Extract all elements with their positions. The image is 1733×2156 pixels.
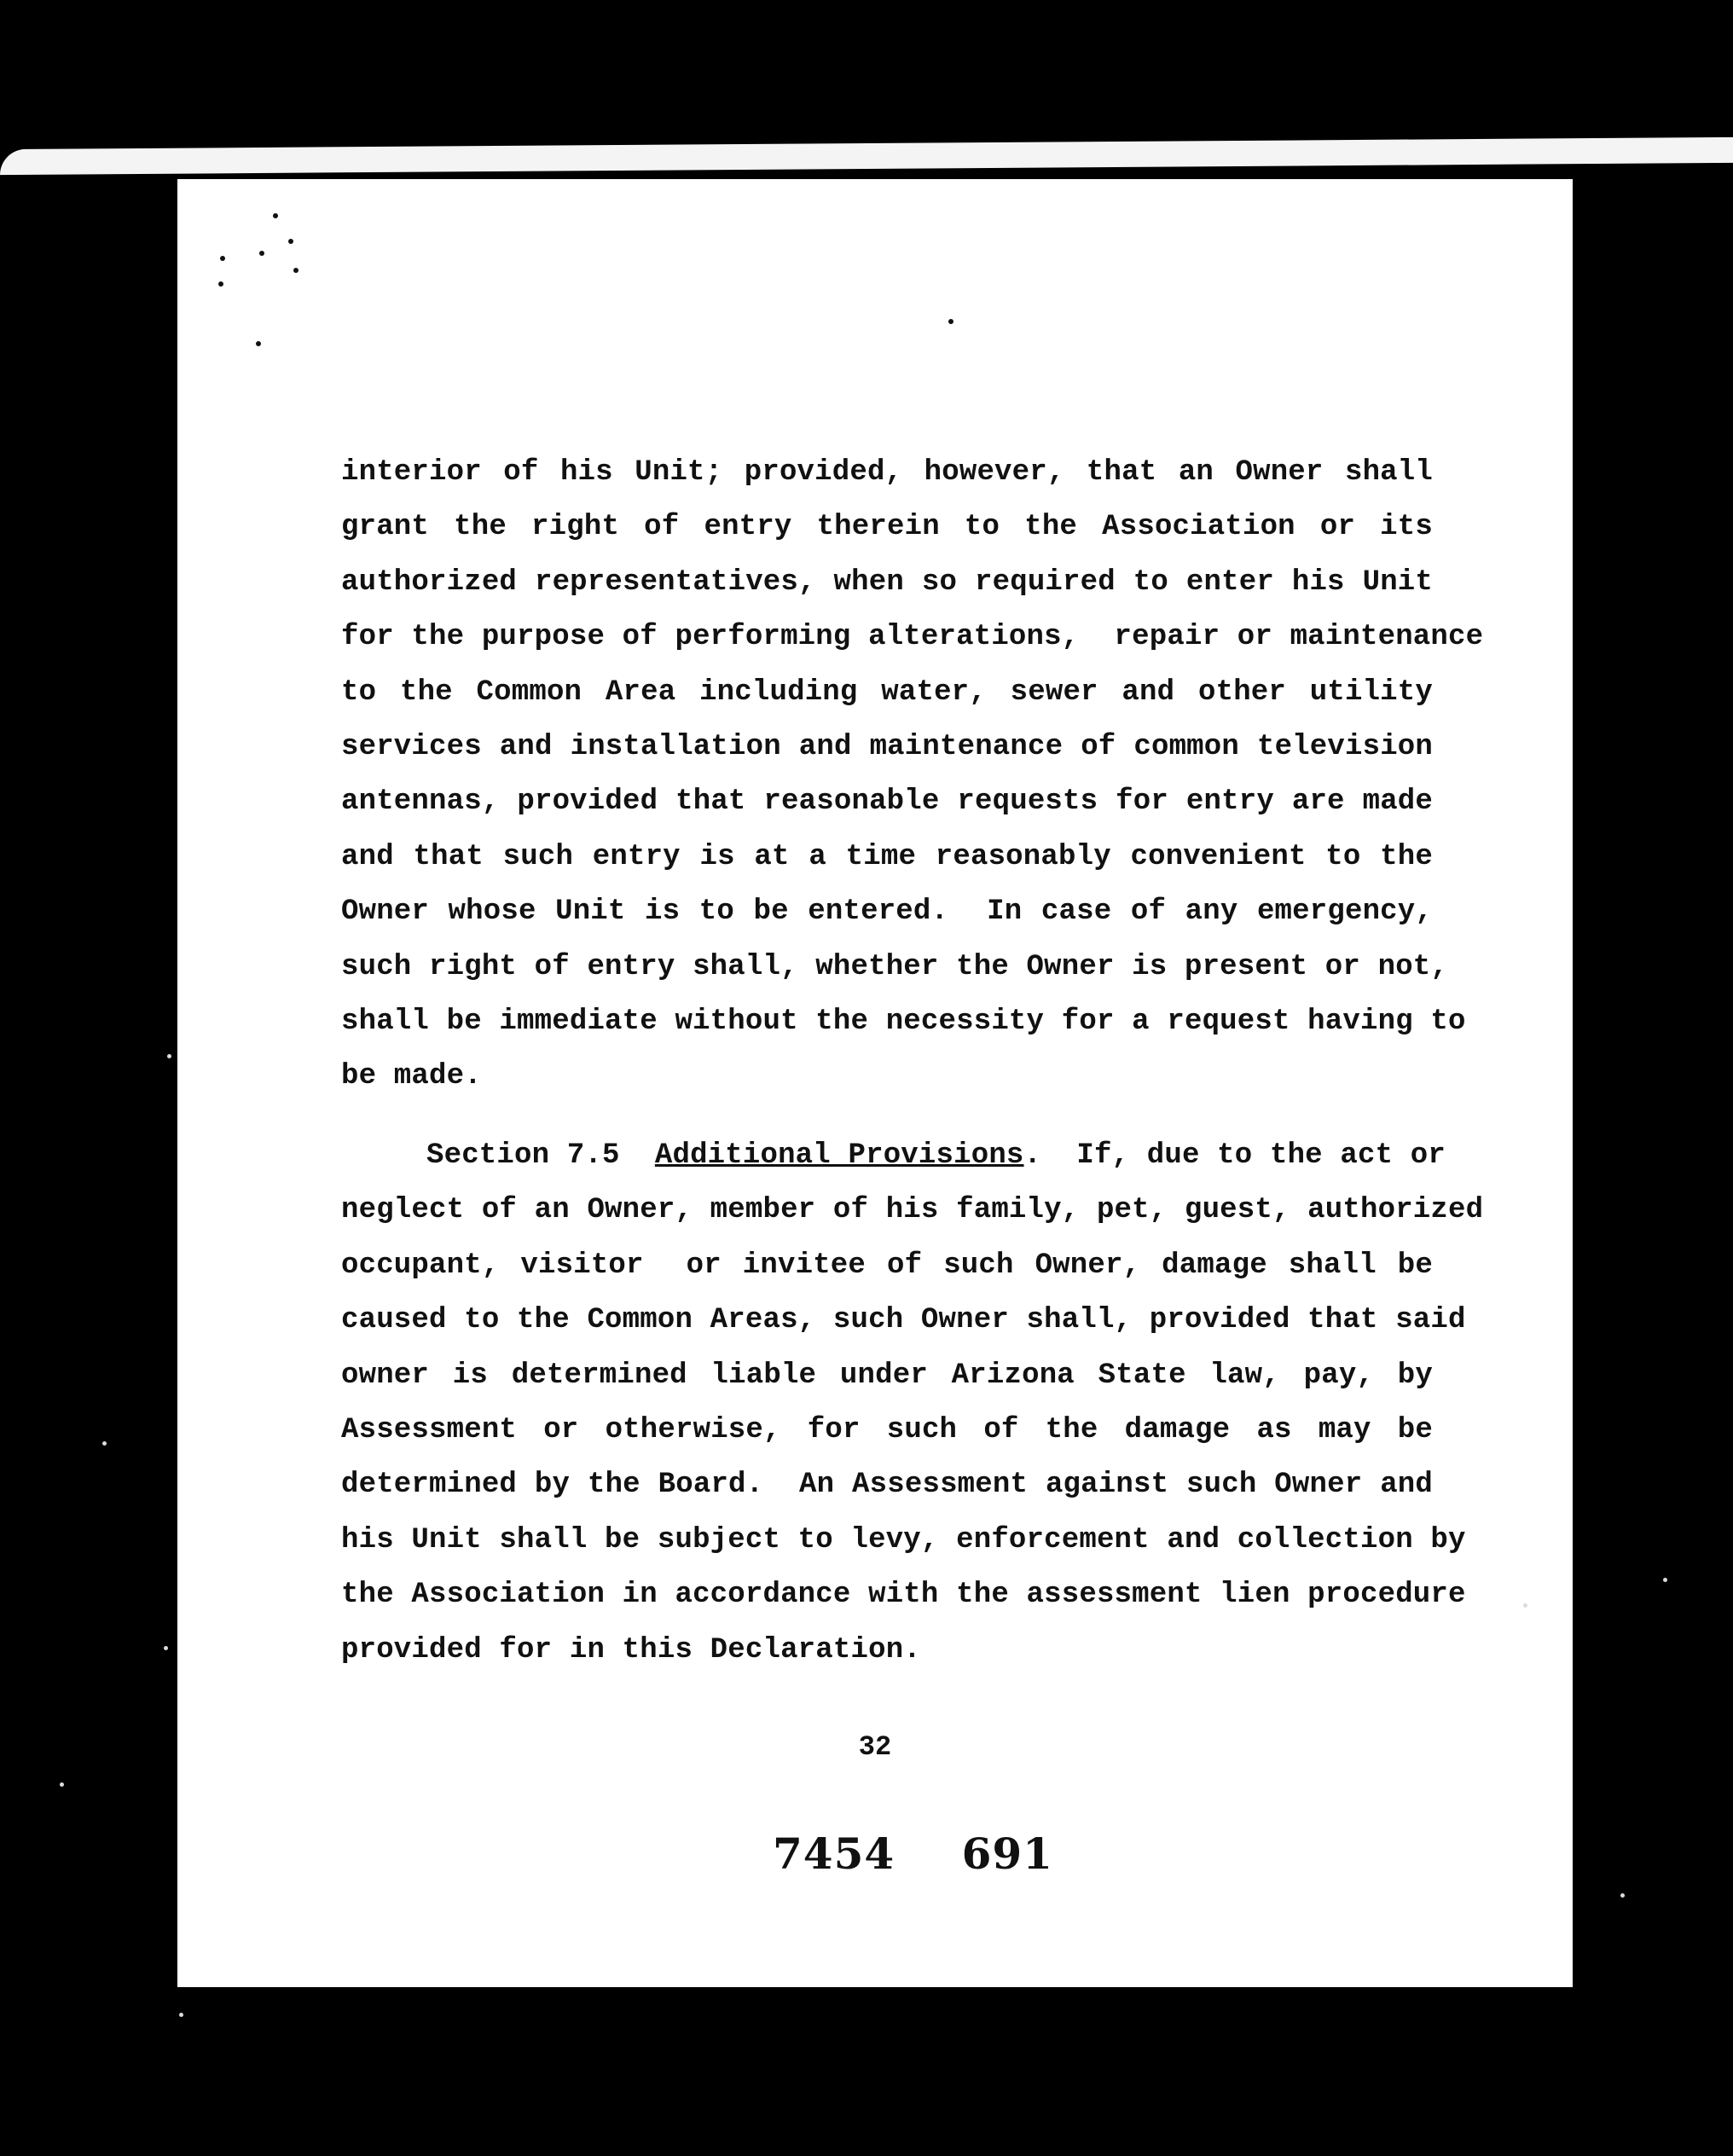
section-first-line-rest: . If, due to the act or (1023, 1139, 1446, 1172)
text-line: to the Common Area including water, sewer and other utility (341, 675, 1433, 709)
text-line: Owner whose Unit is to be entered. In case of any emergency, (341, 895, 1433, 929)
stamp-number-2: 691 (961, 1829, 1053, 1879)
scan-speck (179, 2013, 183, 2017)
scan-speck (220, 256, 225, 261)
text-line: for the purpose of performing alterations, repair or maintenance (341, 621, 1484, 654)
scan-speck (164, 1646, 168, 1650)
scan-speck (288, 239, 293, 244)
text-line: authorized representatives, when so required to enter his Unit (341, 565, 1433, 599)
text-line: neglect of an Owner, member of his family, pet, guest, authorized (341, 1194, 1484, 1227)
scan-speck (60, 1782, 64, 1787)
scan-speck (273, 213, 278, 218)
text-line: determined by the Board. An Assessment against such Owner and (341, 1469, 1433, 1502)
scan-speck (1620, 1893, 1625, 1898)
body-text (341, 445, 1484, 1678)
document-page (177, 179, 1573, 1987)
section-heading-line (341, 1128, 1446, 1183)
section-title: Additional Provisions (654, 1139, 1024, 1172)
text-line: Assessment or otherwise, for such of the damage as may be (341, 1413, 1433, 1446)
text-line: provided for in this Declaration. (341, 1633, 921, 1666)
text-line: antennas, provided that reasonable requests for entry are made (341, 785, 1433, 819)
text-line: his Unit shall be subject to levy, enforcement and collection by (341, 1523, 1466, 1556)
scan-speck (102, 1441, 107, 1446)
scan-speck (1523, 1603, 1527, 1608)
text-line: and that such entry is at a time reasonably convenient to the (341, 840, 1433, 873)
text-line: occupant, visitor or invitee of such Owner, damage shall be (341, 1249, 1433, 1282)
scan-speck (293, 268, 298, 273)
text-line: be made. (341, 1060, 482, 1093)
scan-speck (256, 341, 261, 346)
text-line: owner is determined liable under Arizona State law, pay, by (341, 1359, 1433, 1392)
section-label: Section 7.5 (426, 1139, 620, 1172)
text-line: grant the right of entry therein to the Association or its (341, 511, 1433, 544)
text-line: interior of his Unit; provided, however, that an Owner shall (341, 456, 1433, 489)
document-stamp-number (773, 1829, 1053, 1879)
scan-speck (259, 251, 264, 256)
text-line: shall be immediate without the necessity for a request having to (341, 1006, 1466, 1039)
scan-speck (218, 281, 223, 287)
scan-speck (1663, 1578, 1667, 1582)
text-line: caused to the Common Areas, such Owner shall, provided that said (341, 1304, 1466, 1337)
scan-speck (948, 319, 953, 324)
page-number: 32 (858, 1731, 892, 1763)
text-line: services and installation and maintenance of common television (341, 731, 1433, 764)
scan-speck (167, 1054, 171, 1058)
text-line: the Association in accordance with the assessment lien procedure (341, 1579, 1466, 1612)
text-line: such right of entry shall, whether the Owner is present or not, (341, 950, 1449, 983)
paragraph-gap (341, 1104, 1433, 1128)
stamp-number-1: 7454 (773, 1829, 895, 1879)
scan-edge (0, 137, 1733, 175)
